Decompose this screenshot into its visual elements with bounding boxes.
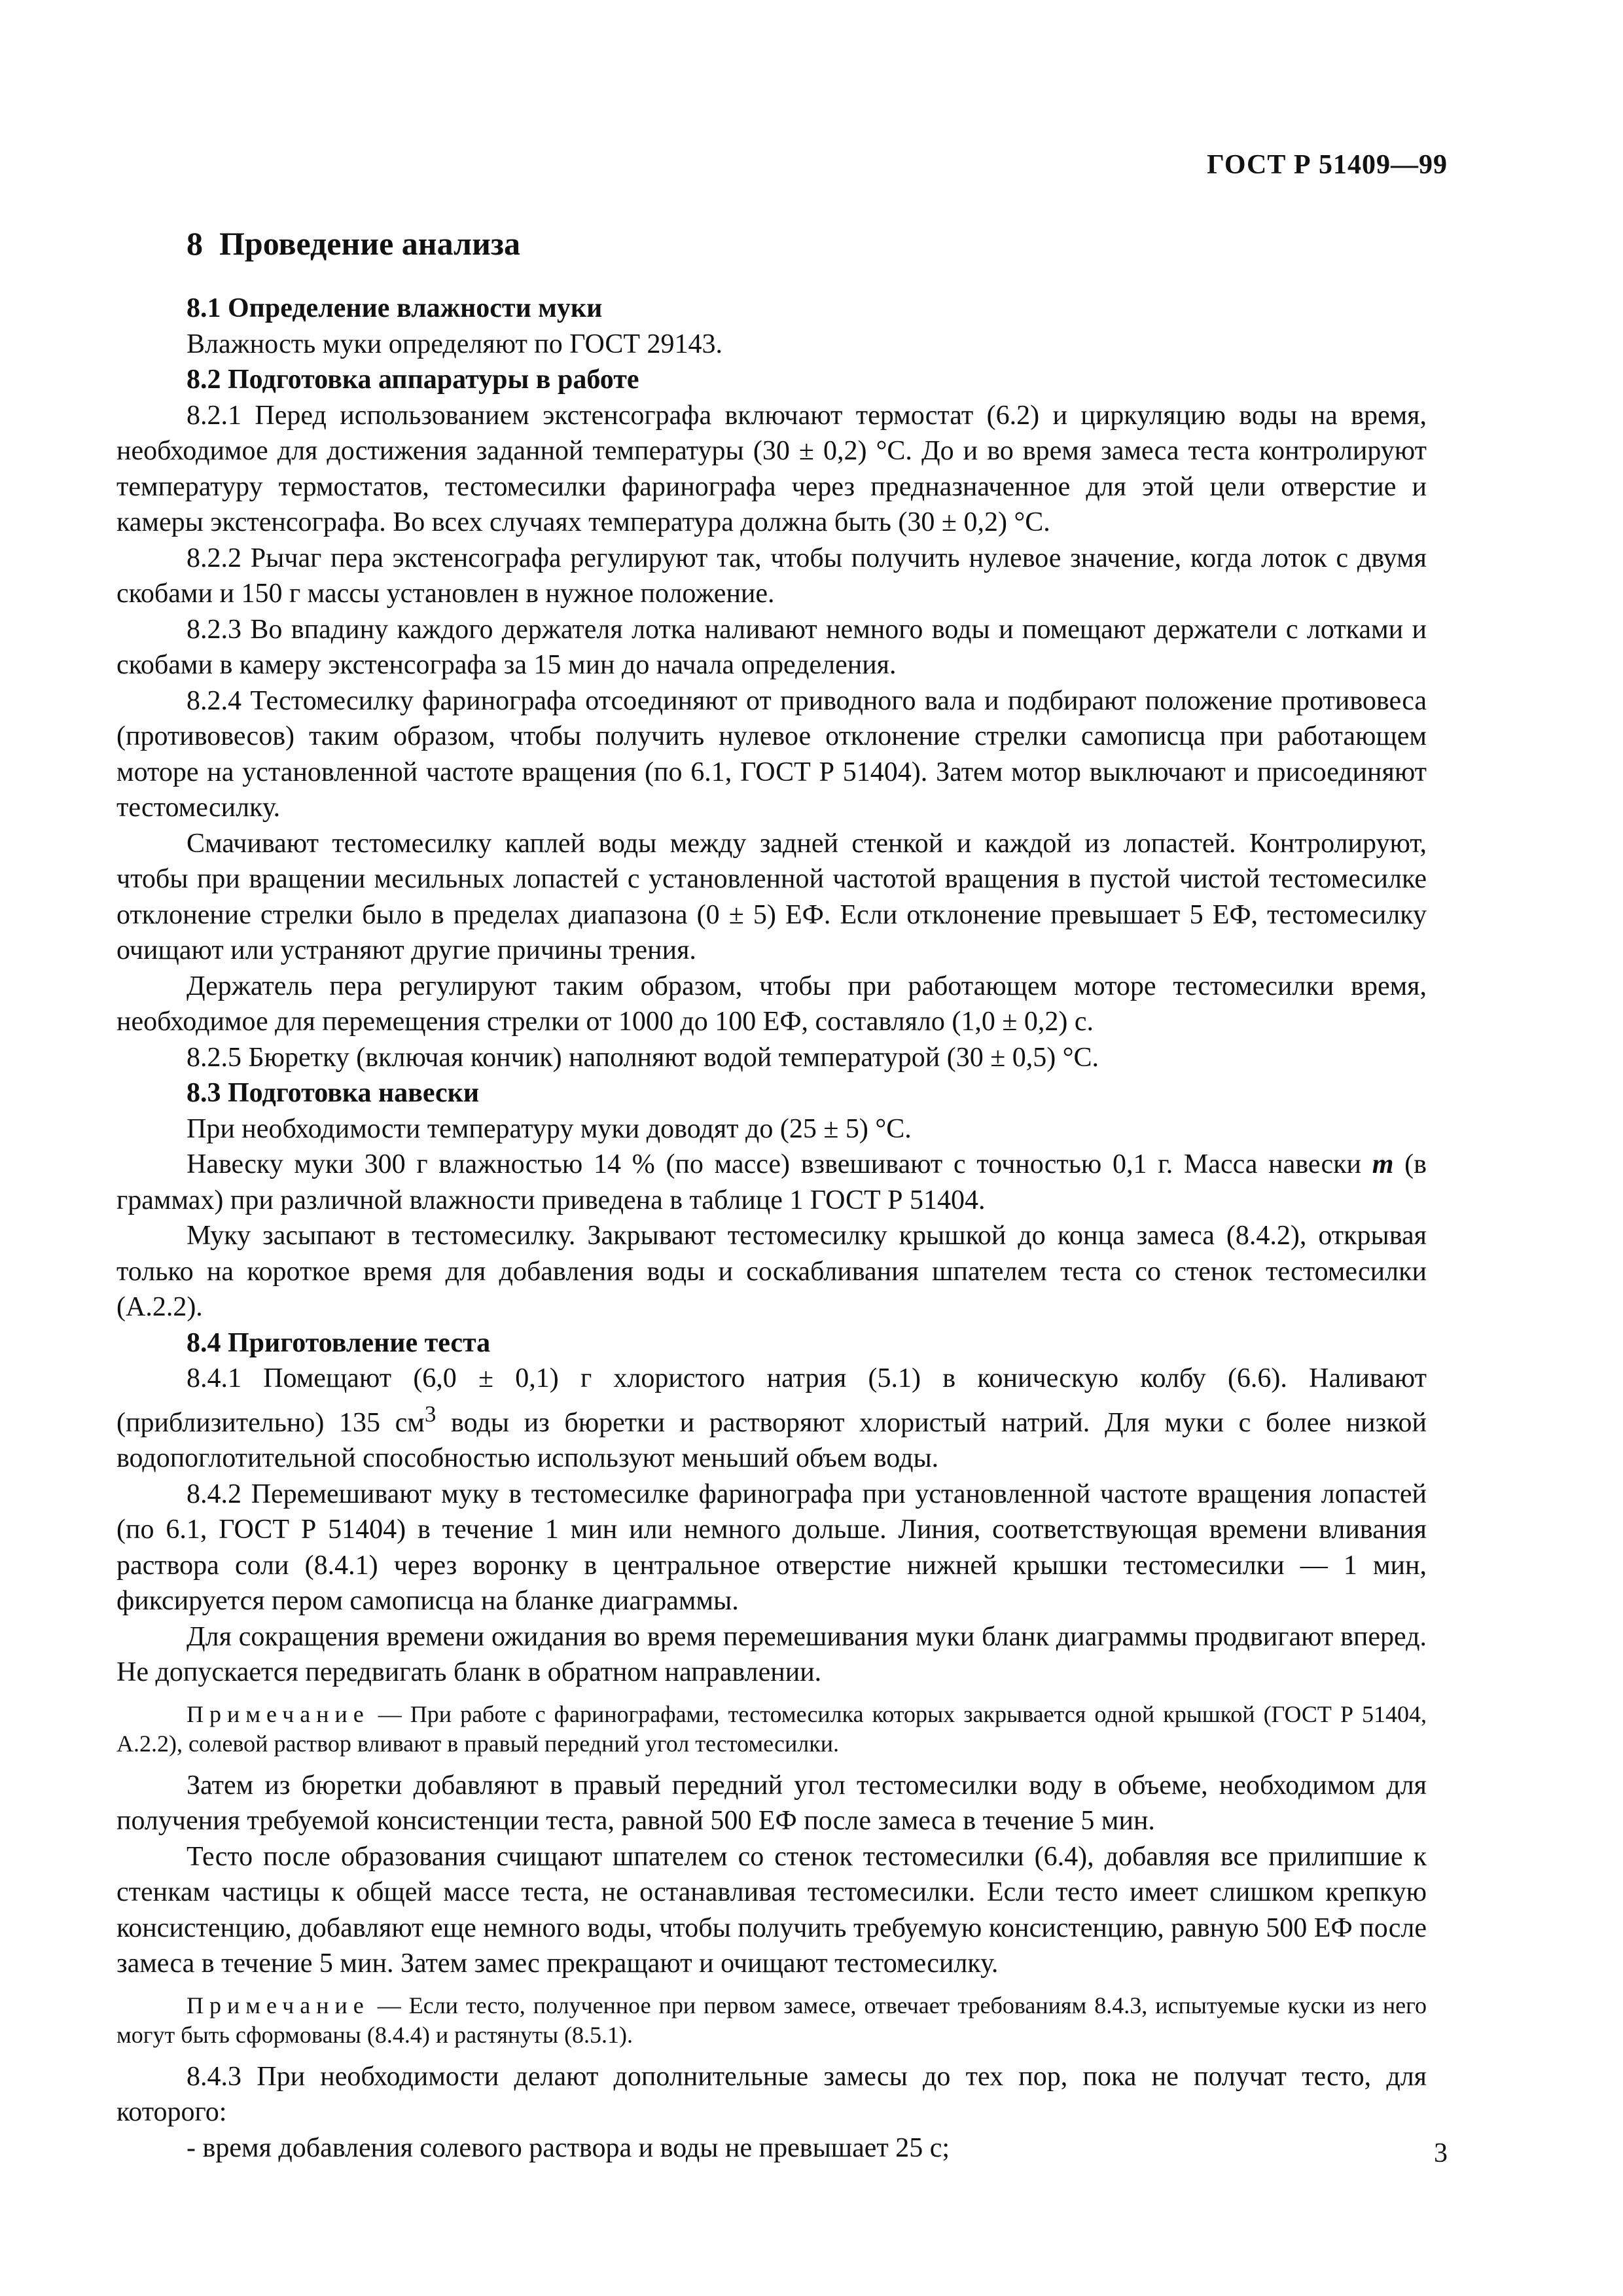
paragraph-8-2-4: 8.2.4 Тестомесилку фаринографа отсоединяют от приводного вала и подбирают положение противовеса (противовесов) таким образом, чтобы получить нулевое отклонение стрелки самописца при работающем моторе на установленной частоте вращения (по 6.1, ГОСТ Р 51404). Затем мотор выключают и присоединяют тестомесилку. xyxy=(116,685,1427,823)
paragraph-8-2-5: 8.2.5 Бюретку (включая кончик) наполняют водой температурой (30 ± 0,5) °С. xyxy=(187,1042,1099,1073)
note-label: Примечание xyxy=(187,1700,370,1727)
note-1 xyxy=(116,1700,1427,1759)
paragraph-8-3-sample xyxy=(116,1147,1427,1218)
section-number: 8 xyxy=(187,225,203,262)
standard-code: ГОСТ Р 51409—99 xyxy=(1207,150,1448,180)
paragraph-8-4-2: 8.4.2 Перемешивают муку в тестомесилке фаринографа при установленной частоте вращения лопастей (по 6.1, ГОСТ Р 51404) в течение 1 мин или немного дольше. Линия, соответствующая времени вливания раствора соли (8.4.1) через воронку в центральное отверстие нижней крышки тестомесилки — 1 мин, фиксируется пером самописца на бланке диаграммы. xyxy=(116,1479,1427,1616)
note-label: Примечание xyxy=(187,1992,370,2018)
main-content xyxy=(116,223,1427,2166)
text-run: 8.4.1 Помещают (6,0 ± 0,1) г хлористого натрия (5.1) в коническую колбу (6.6). Наливают (приблизительно) 135 см xyxy=(116,1363,1427,1438)
paragraph-8-4-1 xyxy=(116,1361,1427,1477)
superscript: 3 xyxy=(424,1401,437,1427)
paragraph-8-3-temp: При необходимости температуру муки доводят до (25 ± 5) °С. xyxy=(187,1113,912,1144)
note-2 xyxy=(116,1991,1427,2050)
list-item: - время добавления солевого раствора и воды не превышает 25 с; xyxy=(187,2132,950,2163)
section-heading xyxy=(116,223,1427,264)
subsection-heading-8-4: 8.4 Приготовление теста xyxy=(187,1327,491,1358)
note-text: — При работе с фаринографами, тестомесилка которых закрывается одной крышкой (ГОСТ Р 51404, А.2.2), солевой раствор вливают в правый передний угол тестомесилки. xyxy=(116,1700,1427,1757)
paragraph-8-2-4-pen: Держатель пера регулируют таким образом, чтобы при работающем моторе тестомесилки время, необходимое для перемещения стрелки от 1000 до 100 ЕФ, составляло (1,0 ± 0,2) с. xyxy=(116,971,1427,1037)
text-run: (в граммах) при различной влажности приведена в таблице 1 ГОСТ Р 51404. xyxy=(116,1149,1427,1215)
paragraph-8-4-3: 8.4.3 При необходимости делают дополнительные замесы до тех пор, пока не получат тесто, для которого: xyxy=(116,2061,1427,2127)
paragraph-8-4-2-water: Затем из бюретки добавляют в правый передний угол тестомесилки воду в объеме, необходимом для получения требуемой консистенции теста, равной 500 ЕФ после замеса в течение 5 мин. xyxy=(116,1770,1427,1836)
subsection-heading-8-1: 8.1 Определение влажности муки xyxy=(187,293,603,323)
paragraph-8-4-2-chart: Для сокращения времени ожидания во время перемешивания муки бланк диаграммы продвигают вперед. Не допускается передвигать бланк в обратном направлении. xyxy=(116,1621,1427,1687)
subsection-heading-8-2: 8.2 Подготовка аппаратуры в работе xyxy=(187,365,639,395)
paragraph-8-1: Влажность муки определяют по ГОСТ 29143. xyxy=(187,329,723,359)
page-number: 3 xyxy=(1434,2138,1448,2168)
mass-variable: m xyxy=(1372,1149,1394,1179)
subsection-heading-8-3: 8.3 Подготовка навески xyxy=(187,1078,480,1108)
paragraph-8-2-2: 8.2.2 Рычаг пера экстенсографа регулируют так, чтобы получить нулевое значение, когда лоток с двумя скобами и 150 г массы установлен в нужное положение. xyxy=(116,543,1427,609)
paragraph-8-2-4-cont: Смачивают тестомесилку каплей воды между задней стенкой и каждой из лопастей. Контролируют, чтобы при вращении месильных лопастей с установленной частотой вращения в пустой чистой тестомесилке отклонение стрелки было в пределах диапазона (0 ± 5) ЕФ. Если отклонение превышает 5 ЕФ, тестомесилку очищают или устраняют другие причины трения. xyxy=(116,828,1427,965)
paragraph-8-3-mixer: Муку засыпают в тестомесилку. Закрывают тестомесилку крышкой до конца замеса (8.4.2), открывая только на короткое время для добавления воды и соскабливания шпателем теста со стенок тестомесилки (А.2.2). xyxy=(116,1221,1427,1322)
paragraph-8-2-3: 8.2.3 Во впадину каждого держателя лотка наливают немного воды и помещают держатели с лотками и скобами в камеру экстенсографа за 15 мин до начала определения. xyxy=(116,614,1427,680)
paragraph-8-4-2-dough: Тесто после образования счищают шпателем со стенок тестомесилки (6.4), добавляя все прилипшие к стенкам частицы к общей массе теста, не останавливая тестомесилки. Если тесто имеет слишком крепкую консистенцию, добавляют еще немного воды, чтобы получить требуемую консистенцию, равную 500 ЕФ после замеса в течение 5 мин. Затем замес прекращают и очищают тестомесилку. xyxy=(116,1841,1427,1979)
paragraph-8-2-1: 8.2.1 Перед использованием экстенсографа включают термостат (6.2) и циркуляцию воды на время, необходимое для достижения заданной температуры (30 ± 0,2) °С. До и во время замеса теста контролируют температуру термостатов, тестомесилки фаринографа через предназначенное для этой цели отверстие и камеры экстенсографа. Во всех случаях температура должна быть (30 ± 0,2) °С. xyxy=(116,400,1427,537)
section-title: Проведение анализа xyxy=(219,225,520,262)
text-run: воды из бюретки и растворяют хлористый натрий. Для муки с более низкой водопоглотительной способностью используют меньший объем воды. xyxy=(116,1407,1427,1473)
text-run: Навеску муки 300 г влажностью 14 % (по массе) взвешивают с точностью 0,1 г. Масса навески xyxy=(187,1149,1372,1179)
note-text: — Если тесто, полученное при первом замесе, отвечает требованиям 8.4.3, испытуемые куски из него могут быть сформованы (8.4.4) и растянуты (8.5.1). xyxy=(116,1992,1427,2048)
